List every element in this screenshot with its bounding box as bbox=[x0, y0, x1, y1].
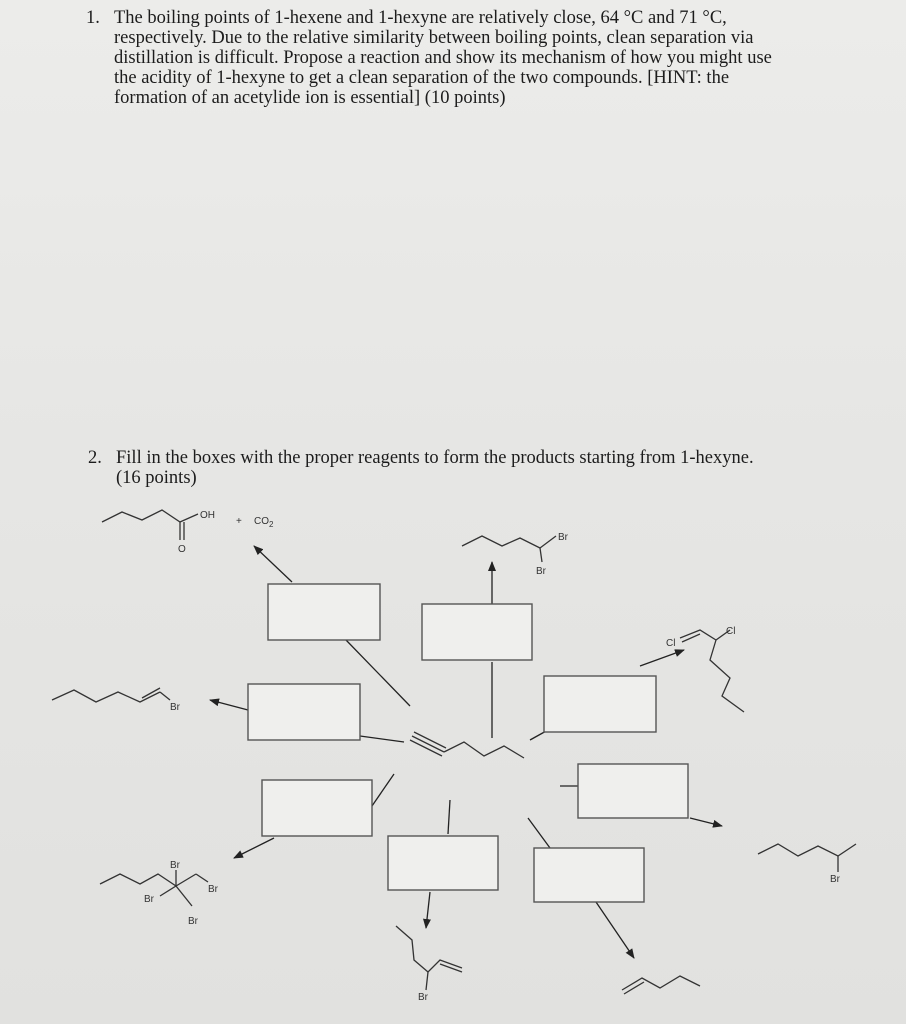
hexene-bottom-structure bbox=[622, 976, 700, 994]
bromoalkene-br: Br bbox=[418, 992, 428, 1003]
vinyl-bromide-br: Br bbox=[170, 702, 180, 713]
reagent-box-7[interactable] bbox=[388, 836, 498, 890]
arrow-to-tetrabromide bbox=[234, 838, 274, 858]
reagent-box-1[interactable] bbox=[268, 584, 380, 640]
dichloride-structure bbox=[680, 630, 744, 712]
question-1-number: 1. bbox=[86, 8, 100, 28]
dichloride-cl-right: Cl bbox=[726, 626, 736, 637]
arrow-to-acid bbox=[254, 546, 292, 582]
reagent-box-5[interactable] bbox=[262, 780, 372, 836]
question-2-number: 2. bbox=[88, 448, 102, 468]
tetrabromide-br-1: Br bbox=[170, 860, 180, 871]
reagent-box-3[interactable] bbox=[248, 684, 360, 740]
reagent-box-4[interactable] bbox=[544, 676, 656, 732]
gem-dibromide-br-top: Br bbox=[558, 532, 568, 543]
connector-box-6 bbox=[448, 800, 450, 834]
gem-dibromide-structure bbox=[462, 536, 556, 562]
dichloride-cl-left: Cl bbox=[666, 638, 676, 649]
co2-label: $CO_2$ bbox=[254, 516, 274, 529]
secondary-bromide-br: Br bbox=[830, 874, 840, 885]
acid-o-label: O bbox=[178, 544, 186, 555]
question-1-line-4: the acidity of 1-hexyne to get a clean separation of the two compounds. [HINT: the bbox=[114, 68, 730, 88]
bromoalkene-structure bbox=[396, 926, 462, 990]
secondary-bromide-structure bbox=[758, 844, 856, 872]
gem-dibromide-br-bottom: Br bbox=[536, 566, 546, 577]
question-2-line-1: Fill in the boxes with the proper reagents to form the products starting from 1-hexyne. bbox=[116, 448, 754, 468]
tetrabromide-br-4: Br bbox=[188, 916, 198, 927]
arrow-to-vinyl-bromide bbox=[210, 700, 248, 710]
reagent-box-8[interactable] bbox=[534, 848, 644, 902]
plus-sign: + bbox=[236, 516, 242, 527]
reagent-box-6[interactable] bbox=[578, 764, 688, 818]
connector-box-5 bbox=[372, 774, 394, 806]
hexyne-center-structure bbox=[410, 732, 524, 758]
carboxylic-acid-structure bbox=[102, 510, 198, 540]
question-1-line-3: distillation is difficult. Propose a reaction and show its mechanism of how you might use bbox=[114, 48, 772, 68]
reagent-box-2[interactable] bbox=[422, 604, 532, 660]
question-1-line-5: formation of an acetylide ion is essential] (10 points) bbox=[114, 88, 506, 108]
vinyl-bromide-structure bbox=[52, 688, 170, 702]
question-1-line-2: respectively. Due to the relative similarity between boiling points, clean separation via bbox=[114, 28, 754, 48]
connector-box-3 bbox=[360, 736, 404, 742]
arrow-to-secondary-bromide bbox=[690, 818, 722, 826]
arrow-to-hexene bbox=[596, 902, 634, 958]
acid-oh-label: OH bbox=[200, 510, 215, 521]
question-2-line-2: (16 points) bbox=[116, 468, 197, 488]
tetrabromide-br-2: Br bbox=[208, 884, 218, 895]
question-1-line-1: The boiling points of 1-hexene and 1-hexyne are relatively close, 64 °C and 71 °C, bbox=[114, 8, 727, 28]
connector-box-8 bbox=[528, 818, 550, 848]
tetrabromide-structure bbox=[100, 870, 208, 906]
arrow-to-dichloride bbox=[640, 650, 684, 666]
tetrabromide-br-3: Br bbox=[144, 894, 154, 905]
arrow-to-bromoalkene bbox=[426, 892, 430, 928]
